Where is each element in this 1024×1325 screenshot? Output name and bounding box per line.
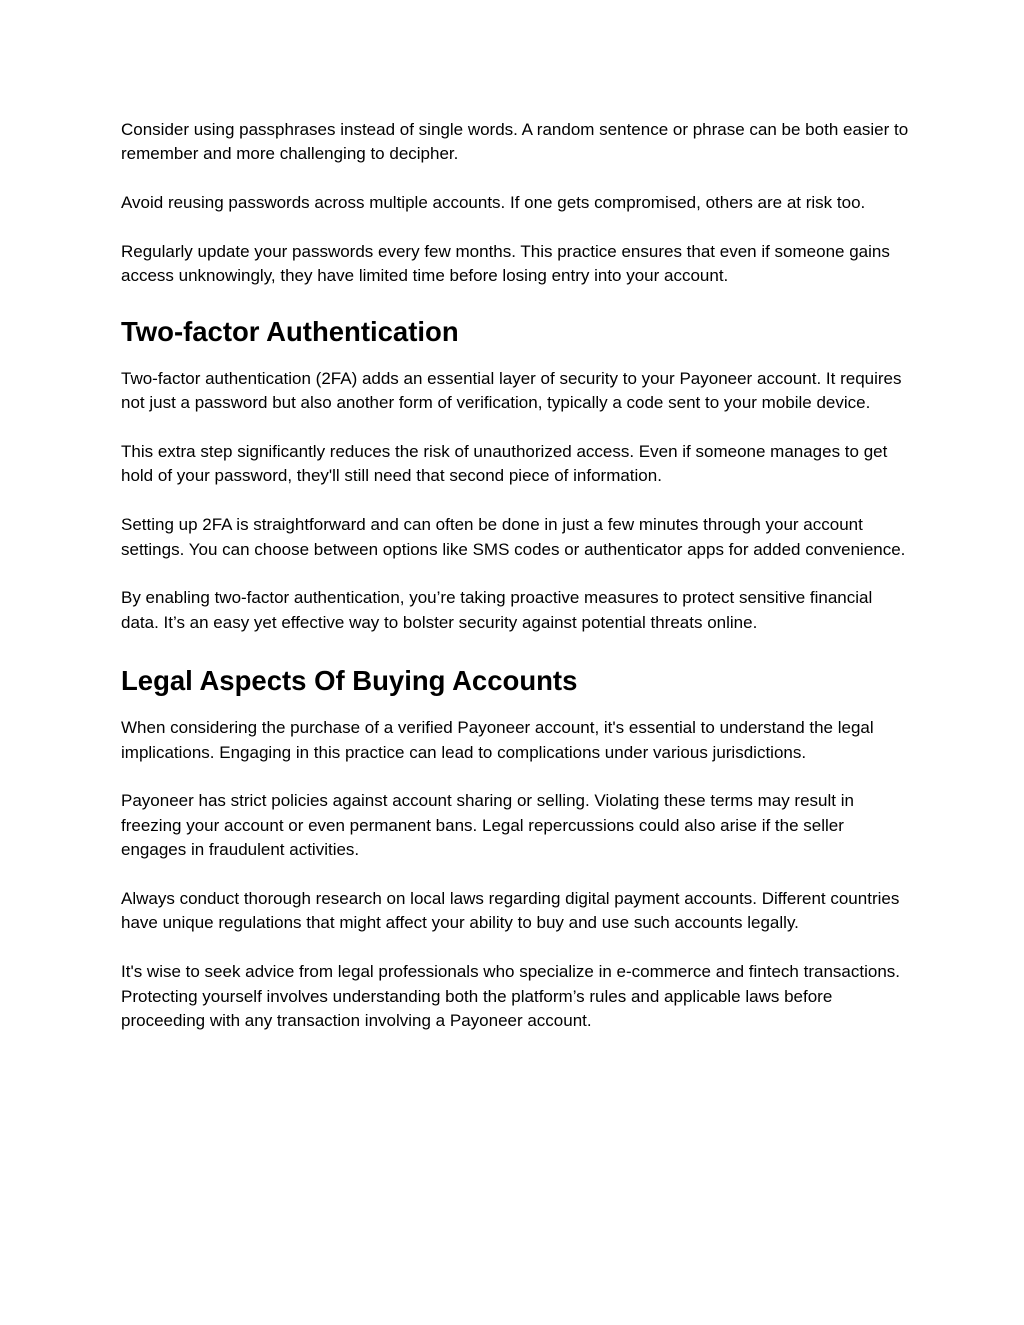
two-factor-paragraph-1: Two-factor authentication (2FA) adds an essential layer of security to your Payoneer account. It requires not just a password but also another form of verification, typically a code sent to your mobile device. (121, 368, 902, 413)
two-factor-paragraph-4: By enabling two-factor authentication, you’re taking proactive measures to protect sensitive financial data. It’s an easy yet effective way to bolster security against potential threats online. (121, 588, 873, 632)
intro-paragraph-2: Avoid reusing passwords across multiple accounts. If one gets compromised, others are at risk too. (121, 193, 866, 213)
document-page (121, 118, 911, 1033)
legal-paragraph-4: It's wise to seek advice from legal professionals who specialize in e-commerce and fintech transactions. Protecting yourself involves understanding both the platform’s rules and applicable laws before proceeding with any transaction involving a Payoneer account. (121, 962, 900, 1031)
legal-paragraph-3: Always conduct thorough research on local laws regarding digital payment accounts. Different countries have unique regulations that might affect your ability to buy and use such accounts legally. (121, 889, 900, 933)
intro-paragraph-3: Regularly update your passwords every few months. This practice ensures that even if someone gains access unknowingly, they have limited time before losing entry into your account. (121, 242, 890, 286)
two-factor-heading: Two-factor Authentication (121, 315, 459, 347)
legal-paragraph-1: When considering the purchase of a verified Payoneer account, it's essential to understand the legal implications. Engaging in this practice can lead to complications under various jurisdictions. (121, 718, 874, 762)
two-factor-paragraph-2: This extra step significantly reduces the risk of unauthorized access. Even if someone manages to get hold of your password, they'll still need that second piece of information. (121, 442, 888, 486)
intro-paragraph-1: Consider using passphrases instead of single words. A random sentence or phrase can be both easier to remember and more challenging to decipher. (121, 120, 909, 164)
two-factor-paragraph-3: Setting up 2FA is straightforward and can often be done in just a few minutes through your account settings. You can choose between options like SMS codes or authenticator apps for added convenience. (121, 515, 906, 559)
legal-heading: Legal Aspects Of Buying Accounts (121, 665, 578, 697)
legal-paragraph-2: Payoneer has strict policies against account sharing or selling. Violating these terms may result in freezing your account or even permanent bans. Legal repercussions could also arise if the seller engages in fraudulent activities. (121, 791, 854, 860)
